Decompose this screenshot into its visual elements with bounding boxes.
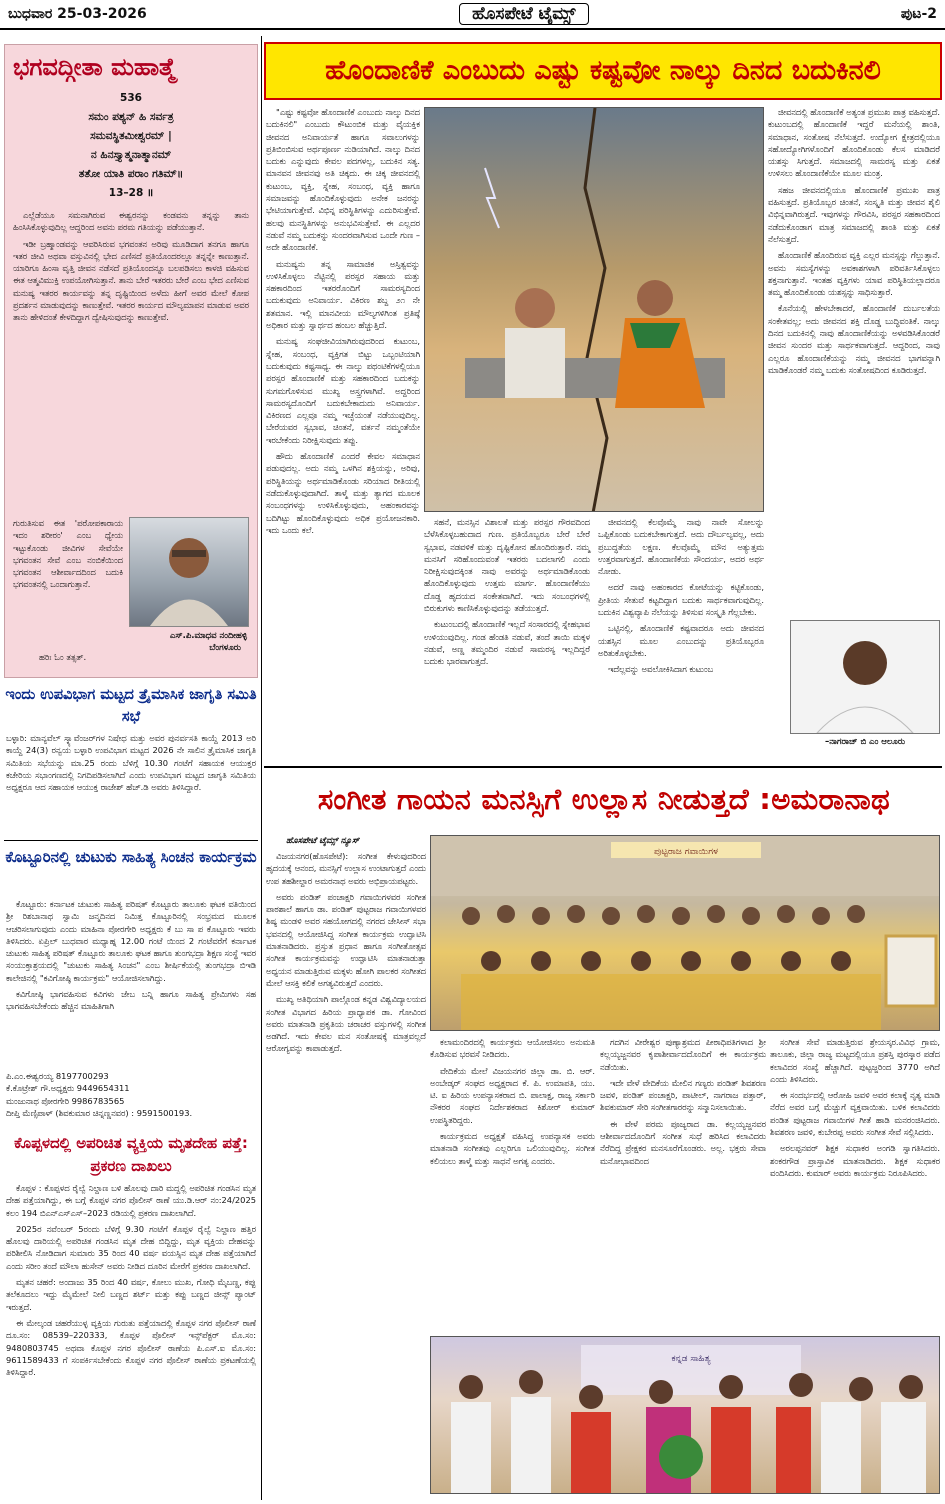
gita-paragraph: ಎಲ್ಲೆಡೆಯೂ ಸಮನಾಗಿರುವ ಈಶ್ವರನನ್ನು ಕಂಡವನು ತನ್ನನ್ನು ತಾನು ಹಿಂಸಿಸಿಕೊಳ್ಳುವುದಿಲ್ಲ ಆದ್ದರಿಂದ ಅವನು ಪರಮ ಗತಿಯನ್ನು ಪಡೆಯುತ್ತಾನೆ. — [13, 210, 249, 233]
amaranatha-paragraph: ಮುಖ್ಯ ಅತಿಥಿಯಾಗಿ ಪಾಲ್ಗೊಂಡ ಕನ್ನಡ ವಿಶ್ವವಿದ್ಯಾಲಯದ ಸಂಗೀತ ವಿಭಾಗದ ಹಿರಿಯ ಪ್ರಾಧ್ಯಾಪಕ ಡಾ. ಗೋವಿಂದ ಅವರು ಮಾತನಾಡಿ ಪ್ರಕೃತಿಯ ಚರಾಚರ ವಸ್ತುಗಳಲ್ಲಿ ಸಂಗೀತ ಅಡಗಿದೆ. ಇದು ಕೇವಲ ಮನ ಸಂತೋಷಕ್ಕೆ ಮಾತ್ರವಲ್ಲದೆ ಆರೋಗ್ಯವನ್ನು ಕಾಪಾಡುತ್ತದೆ. — [266, 994, 426, 1054]
kottur-paragraph: ಕವಿಗೋಷ್ಠಿ ಭಾಗವಹಿಸುವ ಕವಿಗಳು ಜೇಬ ಬನ್ನಿ ಹಾಗೂ ಸಾಹಿತ್ಯ ಪ್ರೇಮಿಗಳು ಸಹ ಭಾಗವಹಿಸಬೇಕೆಂದು ಹೆಚ್ಚಿನ ಮಾಹಿತಿಗಾಗಿ — [6, 989, 256, 1012]
main-paragraph: ಜೀವನದಲ್ಲಿ ಹೊಂದಾಣಿಕೆ ಅತ್ಯಂತ ಪ್ರಮುಖ ಪಾತ್ರ ವಹಿಸುತ್ತದೆ. ಕುಟುಂಬದಲ್ಲಿ ಹೊಂದಾಣಿಕೆ ಇದ್ದರೆ ಮನೆಯಲ್ಲಿ ಶಾಂತಿ, ಸಮಾಧಾನ, ಸಂತೋಷ ನೆಲೆಸುತ್ತದೆ. ಉದ್ಯೋಗ ಕ್ಷೇತ್ರದಲ್ಲಿಯೂ ಸಹೋದ್ಯೋಗಿಗಳೊಂದಿಗೆ ಹೊಂದಿಕೊಂಡು ಕೆಲಸ ಮಾಡಿದರೆ ಯಶಸ್ಸು ಸಿಗುತ್ತದೆ. ಸಮಾಜದಲ್ಲಿ ಸಾಮರಸ್ಯ ಮತ್ತು ಏಕತೆ ಉಳಿಸಲು ಹೊಂದಾಣಿಕೆಯೇ ಮೂಲ ಮಂತ್ರ. — [768, 107, 940, 179]
verse-number: 536 — [120, 92, 142, 104]
gita-author-city: ಬೆಂಗಳೂರು — [209, 643, 241, 653]
main-headline: ಹೊಂದಾಣಿಕೆ ಎಂಬುದು ಎಷ್ಟು ಕಷ್ಟವೋ ನಾಲ್ಕು ದಿನದ ಬದುಕಿನಲಿ — [325, 55, 881, 86]
kottur-contacts — [6, 1070, 256, 1128]
photo3-banner-text: ಕನ್ನಡ ಸಾಹಿತ್ಯ — [671, 1354, 711, 1364]
verse-line: ನ ಹಿನಸ್ತ್ಯಾತ್ಮನಾತ್ಮಾನಮ್ — [90, 149, 172, 161]
music-event-photo — [430, 835, 940, 1031]
main-paragraph: ಅದರೆ ನಾವು ಅಹಂಕಾರದ ಕೋಟೆಯನ್ನು ಕಟ್ಟಿಕೊಂಡು, ಪ್ರೀತಿಯ ಸೇತುವೆ ಕಟ್ಟದಿದ್ದಾಗ ಬದುಕು ಸಾರ್ಥಕವಾಗುವುದಿಲ್ಲ. ಬದುಕಿನ ವಿಶ್ವವ್ಯಾಪಿ ನೆಲೆಯನ್ನು ತಿಳಿಸುವ ಸಂಸ್ಕೃತಿ ಗೆಲ್ಲಬೇಕು. — [598, 582, 764, 618]
amaranatha-paragraph: ಕಲಾಮಂದಿರದಲ್ಲಿ ಕಾರ್ಯಕ್ರಮ ಆಯೋಜಿಸಲು ಅನುಮತಿ ಕೊಡಿಸುವ ಭರವಸೆ ನೀಡಿದರು. — [430, 1037, 595, 1060]
main-author: –ನಾಗರಾಜ್ ಬಿ ಎಂ ಆಲೂರು — [824, 737, 906, 747]
koppal-paragraph: ಕೊಪ್ಪಳ : ಕೊಪ್ಪಳದ ರೈಲ್ವೆ ನಿಲ್ದಾಣ ಬಳಿ ಹೊಲವು ದಾರಿ ಮದ್ದಲ್ಲಿ ಅಪರಿಚಿತ ಗಂಡಸಿನ ಮೃತ ದೇಹ ಪತ್ತೆಯಾಗಿದ್ದು, ಈ ಬಗ್ಗೆ ಕೊಪ್ಪಳ ನಗರ ಪೊಲೀಸ್ ಠಾಣೆ ಯು.ಡಿ.ಆರ್ ನಂ:24/2025 ಕಲಂ 194 ಬಿಎನ್‌ಎಸ್‌ಎಸ್–2023 ರಡಿಯಲ್ಲಿ ಪ್ರಕರಣ ದಾಖಲಾಗಿದೆ. — [6, 1183, 256, 1218]
main-paragraph: ಸಹನೆ, ಮನಸ್ಸಿನ ವಿಶಾಲತೆ ಮತ್ತು ಪರಸ್ಪರ ಗೌರವದಿಂದ ಬೆಳೆಸಿಕೊಳ್ಳಬಹುದಾದ ಗುಣ. ಪ್ರತಿಯೊಬ್ಬರೂ ಬೇರೆ ಬೇರೆ ಸ್ವಭಾವ, ನಡವಳಿಕೆ ಮತ್ತು ದೃಷ್ಟಿಕೋನ ಹೊಂದಿರುತ್ತಾರೆ. ನಮ್ಮ ಮನಸಿಗೆ ಸರಿಹೊಂದುವಂತೆ ಇತರರು ಬದಲಾಗಲಿ ಎಂದು ನಿರೀಕ್ಷಿಸುವುದಕ್ಕಿಂತ ನಾವು ಅವರನ್ನು ಅರ್ಥಮಾಡಿಕೊಂಡು ಹೊಂದಿಕೊಳ್ಳುವುದು ಉತ್ತಮ ಮಾರ್ಗ. ಹೊಂದಾಣಿಕೆಯು ದೊಡ್ಡ ಹೃದಯದ ಸಂಕೇತವಾಗಿದೆ. ಇದು ಸಂಬಂಧಗಳಲ್ಲಿ ಬಿರುಕುಗಳು ಕಾಣಿಸಿಕೊಳ್ಳುವುದನ್ನು ತಡೆಯುತ್ತದೆ. — [424, 517, 590, 614]
amaranatha-paragraph: ವಿಜಯನಗರ(ಹೊಸಪೇಟೆ): ಸಂಗೀತ ಕೇಳುವುದರಿಂದ ಹೃದಯಕ್ಕೆ ಆನಂದ, ಮನಸ್ಸಿಗೆ ಉಲ್ಲಾಸ ಉಂಟಾಗುತ್ತದೆ ಎಂದು ಉಪ ತಹಶೀಲ್ದಾರ ಅಮರನಾಥ ಅವರು ಅಭಿಪ್ರಾಯಪಟ್ಟರು. — [266, 851, 426, 886]
main-paragraph: ಒಟ್ಟಿನಲ್ಲಿ, ಹೊಂದಾಣಿಕೆ ಕಷ್ಟವಾದರೂ ಅದು ಜೀವನದ ಯಶಸ್ಸಿನ ಮೂಲ ಎಂಬುದನ್ನು ಪ್ರತಿಯೊಬ್ಬರೂ ಅರಿತುಕೊಳ್ಳಬೇಕು. — [598, 623, 764, 658]
verse-line: ತತೋ ಯಾತಿ ಪರಾಂ ಗತಿಮ್॥ — [78, 168, 184, 180]
amaranatha-paragraph: ಕಾರ್ಯಕ್ರಮದ ಅಧ್ಯಕ್ಷತೆ ವಹಿಸಿದ್ದ ಉಪನ್ಯಾಸಕ ಅವರು ಮಾತನಾಡಿ ಸಂಗೀತವು ಎಲ್ಲರಿಗೂ ಒಲಿಯುವುದಿಲ್ಲ. ಸಂಗೀತ ಕಲಿಯಲು ತಾಳ್ಮೆ ಮತ್ತು ಸಾಧನೆ ಅಗತ್ಯ ಎಂದರು. — [430, 1131, 595, 1166]
page-number: ಪುಟ-2 — [900, 6, 937, 22]
upavibhaga-body: ಬಳ್ಳಾರಿ: ಮಾನ್ಯವೆಲ್ ಸ್ಕ್ಯಾವೆಂಜರ್‌ಗಳ ನಿಷೇಧ ಮತ್ತು ಅವರ ಪುನರ್ವಸತಿ ಕಾಯ್ದೆ 2013 ಅರಿ ಕಾಯ್ದೆ 24(3) ರನ್ವಯ ಬಳ್ಳಾರಿ ಉಪವಿಭಾಗ ಮಟ್ಟದ 2026 ನೇ ಸಾಲಿನ ತ್ರೈಮಾಸಿಕ ಜಾಗೃತಿ ಸಮಿತಿಯ ಸಭೆಯನ್ನು ಮಾ.25 ರಂದು ಬೆಳಿಗ್ಗೆ 10.30 ಗಂಟೆಗೆ ಸಹಾಯಕ ಆಯುಕ್ತರ ಕಚೇರಿಯ ಸಭಾಂಗಣದಲ್ಲಿ ನಿಗದಿಪಡಿಸಲಾಗಿದೆ ಎಂದು ಉಪವಿಭಾಗ ಮಟ್ಟದ ಜಾಗೃತಿ ಸಮಿತಿಯ ಅಧ್ಯಕ್ಷರೂ ಆದ ಸಹಾಯಕ ಆಯುಕ್ತ ರಾಜೇಶ್ ಹೆಚ್.ಡಿ ಅವರು ತಿಳಿಸಿದ್ದಾರೆ. — [6, 733, 256, 793]
koppal-headline: ಕೊಪ್ಪಳದಲ್ಲಿ ಅಪರಿಚಿತ ವ್ಯಕ್ತಿಯ ಮೃತದೇಹ ಪತ್ತೆ: ಪ್ರಕರಣ ದಾಖಲು — [14, 1134, 248, 1175]
main-col-d — [768, 106, 940, 614]
main-paragraph: ಮನುಷ್ಯ ಸಂಘಜೀವಿಯಾಗಿರುವುದರಿಂದ ಕುಟುಂಬ, ಸ್ನೇಹ, ಸಂಬಂಧ, ವ್ಯಕ್ತಿಗತ ಬಿಟ್ಟು ಒಬ್ಬಂಟಿಯಾಗಿ ಬದುಕುವುದು ಕಷ್ಟಸಾಧ್ಯ. ಈ ನಾಲ್ಕು ಪಥಂಟಿಕೆಗಳಲ್ಲಿಯೂ ಪರಸ್ಪರ ಹೊಂದಾಣಿಕೆ ಮತ್ತು ಸಹಕಾರದಿಂದ ಬದುಕನ್ನು ಸುಗಮಗೊಳಿಸುವ ಮುಖ್ಯ ಅಸ್ತ್ರಗಳಾಗಿವೆ. ಅದ್ದರಿಂದ ಸಾಮರಸ್ಯದೊಂದಿಗೆ ಬದುಕಬೇಕಾದುದು ಅನಿವಾರ್ಯ. ವಿಕಿರಣದ ಎಲ್ಲವೂ ನಮ್ಮ ಇಚ್ಛೆಯಂತೆ ನಡೆಯುವುದಿಲ್ಲ. ಬೇರೆಯವರ ಸ್ವಭಾವ, ಚಿಂತನೆ, ವರ್ತನೆ ನಮ್ಮಂತೆಯೇ ಇರಬೇಕೆಂದು ನಿರೀಕ್ಷಿಸುವುದು ತಪ್ಪು. — [266, 336, 420, 445]
main-col-b — [424, 516, 764, 764]
amaranatha-paragraph: ಗದಗಿನ ವೀರೇಶ್ವರ ಪುಣ್ಯಾಶ್ರಮದ ಪೀಠಾಧಿಪತಿಗಳಾದ ಶ್ರೀ ಕಲ್ಲಯ್ಯಜ್ಜನವರ ಕೃಪಾಶೀರ್ವಾದದೊಂದಿಗೆ ಈ ಕಾರ್ಯಕ್ರಮ ನಡೆಯಿತು. — [600, 1037, 766, 1072]
couple-illustration — [424, 107, 764, 512]
gita-box — [4, 44, 258, 678]
verse-reference: 13–28 ॥ — [108, 187, 154, 199]
amaranatha-col4 — [770, 1036, 940, 1332]
amaranatha-col2 — [430, 1036, 595, 1332]
amaranatha-col1 — [266, 850, 426, 1496]
main-paragraph: ಕುಟುಂಬದಲ್ಲಿ ಹೊಂದಾಣಿಕೆ ಇಲ್ಲದೆ ಸಂಸಾರದಲ್ಲಿ ಸ್ನೇಹಭಾವ ಉಳಿಯುವುದಿಲ್ಲ. ಗಂಡ ಹೆಂಡತಿ ನಡುವೆ, ತಂದೆ ತಾಯಿ ಮಕ್ಕಳ ನಡುವೆ, ಅಣ್ಣ ತಮ್ಮಂದಿರ ನಡುವೆ ಸಾಮರಸ್ಯ ಇಲ್ಲದಿದ್ದರೆ ಬದುಕು ಭಾರವಾಗುತ್ತದೆ. — [424, 619, 590, 667]
verse-line: ಸಮವಸ್ಥಿತಮೀಶ್ವರಮ್ | — [90, 130, 172, 142]
page-header — [0, 0, 945, 30]
masthead: ಹೊಸಪೇಟೆ ಟೈಮ್ಸ್ — [459, 3, 588, 25]
amaranatha-paragraph: ಈ ವೇಳೆ ಪರಮ ಪೂಜ್ಯರಾದ ಡಾ. ಕಲ್ಲಯ್ಯಜ್ಜನವರ ಆಶೀರ್ವಾದದೊಂದಿಗೆ ಸಂಗೀತ ಸುಧೆ ಹರಿಸಿದ ಕಲಾವಿದರು ನೆರೆದಿದ್ದ ಪ್ರೇಕ್ಷಕರ ಮನಸೂರೆಗೊಂಡರು. ಅಲ್ಲ. ಭಕ್ತರು ಸೇವಾ ಮನೋಭಾವದಿಂದ — [600, 1118, 766, 1166]
byline: ಹೊಸಪೇಟೆ ಟೈಮ್ಸ್ ನ್ಯೂಸ್ — [286, 836, 360, 846]
kottur-body — [6, 898, 256, 1068]
amaranatha-headline: ಸಂಗೀತ ಗಾಯನ ಮನಸ್ಸಿಗೆ ಉಲ್ಲಾಸ ನೀಡುತ್ತದೆ :ಅಮರಾನಾಥ — [317, 781, 891, 816]
koppal-body — [6, 1182, 256, 1500]
contact-line: ಕೆ.ಕೊಟ್ರೇಶ್ ಗೌ.ಅಧ್ಯಕ್ಷರು 9449654311 — [6, 1083, 130, 1094]
main-paragraph: ಇದೆಲ್ಲವನ್ನು ಅವಲೋಕಿಸಿದಾಗ ಕುಟುಂಬ — [608, 664, 714, 675]
author-portrait — [790, 620, 940, 734]
verse-line: ಸಮಂ ಪಶ್ಯನ್ ಹಿ ಸರ್ವತ್ರ — [88, 111, 174, 123]
gita-commentary — [5, 203, 257, 513]
amaranatha-paragraph: ಸಂಗೀತ ಸೇವೆ ಮಾಡುತ್ತಿರುವ ಶ್ರೇಯಸ್ಕರ.ವಿವಿಧ ಗ್ರಾಮ, ತಾಲೂಕು, ಜಿಲ್ಲಾ ರಾಜ್ಯ ಮಟ್ಟದಲ್ಲಿಯೂ ಪ್ರಶಸ್ತಿ ಪುರಸ್ಕಾರ ಪಡೆದ ಕಲಾವಿದರ ಸಂಖ್ಯೆ ಹೆಚ್ಚಾಗಿದೆ. ಪುಟ್ಟಜ್ಜರಿಂದ 3770 ಅಗಿದೆ ಎಂದು ತಿಳಿಸಿದರು. — [770, 1037, 940, 1084]
main-paragraph: ಮನುಷ್ಯನು ತನ್ನ ಸಾಮಾಜಿಕ ಅಸ್ತಿತ್ವವನ್ನು ಉಳಿಸಿಕೊಳ್ಳಲು ನೆಟ್ಟಿನಲ್ಲಿ ಪರಸ್ಪರ ಸಹಾಯ ಮತ್ತು ಸಹಕಾರದಿಂದ ಇತರರೊಂದಿಗೆ ಸಾಮರಸ್ಯದಿಂದ ಬದುಕುವುದು ಅನಿವಾರ್ಯ. ವಿಕಿರಣ ಶಬ್ದ ೨೧ ನೇ ಶತಮಾನ. ಇಲ್ಲಿ ಮಾನವೀಯ ಮೌಲ್ಯಗಳಿಗಿಂತ ಪ್ರತಿಷ್ಠೆ ಅಧಿಕಾರ ಮತ್ತು ಸ್ವಾರ್ಥದ ಹಂಬಲ ಹೆಚ್ಚುತ್ತಿದೆ. — [266, 258, 420, 331]
koppal-paragraph: 2025ರ ನವೆಂಬರ್ 5ರಂದು ಬೆಳಿಗ್ಗೆ 9.30 ಗಂಟೆಗೆ ಕೊಪ್ಪಳ ರೈಲ್ವೆ ನಿಲ್ದಾಣ ಹತ್ತಿರ ಹೊಲವು ದಾರಿಯಲ್ಲಿ ಅಪರಿಚಿತ ಗಂಡಸಿನ ಮೃತ ದೇಹ ಬಿದ್ದಿದ್ದು, ಮೃತ ವ್ಯಕ್ತಿಯ ದೇಹವನ್ನು ಪರಿಶೀಲಿಸಿ ನೋಡಿದಾಗ ಸುಮಾರು 35 ರಿಂದ 40 ವರ್ಷ ವಯಸ್ಸಿನ ಮೃತ ದೇಹ ಪತ್ತೆಯಾಗಿದೆ ಎಂದು ಸರೀಂ ತಂದೆ ಮೌಲಾ ಹುಸೇನ್ ಅವರು ನೀಡಿದ ದೂರಿನ ಮೇರೆಗೆ ಪ್ರಕರಣ ದಾಖಲಾಗಿದೆ. — [6, 1223, 256, 1271]
main-headline-banner — [264, 42, 942, 100]
gita-closing-text: ಗುರುತಿಸುವ ಈತ 'ಪರೋಪಕಾರಾಯ ಇದಂ ಶರೀರಂ' ಎಂಬ ಧ್ಯೇಯ ಇಟ್ಟುಕೊಂಡು ಜೀವಿಗಳ ಸೇವೆಯೇ ಭಗವಂತನ ಸೇವೆ ಎಂಬ ನಂಬಿಕೆಯಿಂದ ಭಗವಂತನ ಆಶೀರ್ವಾದದಿಂದ ಬದುಕಿ ಭಗವಂತನಲ್ಲಿ ಒಂದಾಗುತ್ತಾನೆ. — [13, 518, 123, 590]
amaranatha-paragraph: ಅರಲಪ್ಪನವರ್ ಶಿಕ್ಷಕ ಸುಧಾಕರ ಅಂಗಡಿ ಸ್ವಾಗತಿಸಿದರು. ಶಂಕರಗೌಡ ಪ್ರಾಸ್ತಾವಿಕ ಮಾತನಾಡಿದರು. ಶಿಕ್ಷಕ ಸುಧಾಕರ ವಂದಿಸಿದರು. ಕುಮಾರ್ ಅವರು ಕಾರ್ಯಕ್ರಮ ನಿರೂಪಿಸಿದರು. — [770, 1143, 940, 1178]
contact-line: ದೀಪ್ತಿ ಮೆಣ್ಸಿಪಾಳ್ (ಶಿವಕುಮಾರ ಚಿನ್ನಣ್ಣನವರ) : 9591500193. — [6, 1107, 193, 1118]
main-paragraph: ಹೊಂದಾಣಿಕೆ ಹೊಂದಿರುವ ವ್ಯಕ್ತಿ ಎಲ್ಲರ ಮನಸ್ಸನ್ನು ಗೆಲ್ಲುತ್ತಾನೆ. ಅವನು ಸಮಸ್ಯೆಗಳನ್ನು ಅವಕಾಶಗಳಾಗಿ ಪರಿವರ್ತಿಸಿಕೊಳ್ಳಲು ಶಕ್ತನಾಗುತ್ತಾನೆ. ಇಂತಹ ವ್ಯಕ್ತಿಗಳು ಯಾವ ಪರಿಸ್ಥಿತಿಯಲ್ಲಾದರೂ ತಮ್ಮ ಹೊಂದಿಕೊಂಡು ಯಶಸ್ಸನ್ನು ಸಾಧಿಸುತ್ತಾರೆ. — [768, 250, 940, 298]
main-paragraph: ಸಹಜ ಜೀವನದಲ್ಲಿಯೂ ಹೊಂದಾಣಿಕೆ ಪ್ರಮುಖ ಪಾತ್ರ ವಹಿಸುತ್ತದೆ. ಪ್ರತಿಯೊಬ್ಬರ ಚಿಂತನೆ, ಸಂಸ್ಕೃತಿ ಮತ್ತು ಜೀವನ ಶೈಲಿ ವಿಭಿನ್ನವಾಗಿರುತ್ತದೆ. ಇವುಗಳನ್ನು ಗೌರವಿಸಿ, ಪರಸ್ಪರ ಸಹಕಾರದಿಂದ ನಡೆದುಕೊಂಡಾಗ ಮಾತ್ರ ಸಮಾಜದಲ್ಲಿ ಶಾಂತಿ ಮತ್ತು ಏಕತೆ ನೆಲೆಸುತ್ತದೆ. — [768, 184, 940, 244]
author-photo — [129, 517, 249, 627]
main-col-a — [266, 106, 420, 761]
gita-author-block — [5, 513, 257, 627]
gita-paragraph: ಇಡೀ ಬ್ರಹ್ಮಾಂಡವನ್ನು ಆವರಿಸಿರುವ ಭಗವಂತನ ಅರಿವು ಮೂಡಿದಾಗ ತನಗೂ ಹಾಗೂ ಇತರ ಜೀವಿ ಅಥವಾ ವಸ್ತುವಿನಲ್ಲಿ ಭೇದ ಎಣಿಸದೆ ಪ್ರತಿಯೊಂದರಲ್ಲೂ ತನ್ನನ್ನೇ ಕಾಣುತ್ತಾನೆ. ಯಾರಿಗೂ ಹಿಂಸಾ ವೃತ್ತಿ ಜೀವನ ನಡೆಸದೆ ಪ್ರತಿಯೊಂದನ್ನೂ ಬಲಪಡಿಸಲು ಕಾಳಜಿ ವಹಿಸುವ ಈತ ಆತ್ಮವಿಮುಕ್ತಿ ಉಪಯೋಗಿಸುತ್ತಾನೆ. ತಾನು ಬೇರೆ ಇತರರು ಬೇರೆ ಎಂಬ ಭೇದ ಎಣಿಸುವ ಮನುಷ್ಯ ಇತರರ ಕಾರ್ಯವನ್ನು ತನ್ನ ದೃಷ್ಟಿಯಿಂದ ಅಳೆದು ಹೀಗೆ ಅವರ ಮೇಲೆ ಕೋಪ ಪ್ರದರ್ಶನ ಮಾಡುವುದನ್ನು ಕಾಣುತ್ತೇವೆ. ಇತರರ ಕಾರ್ಯದ ಮೌಲ್ಯಮಾಪನ ಮಾಡುವ ಅವರ ತಾನು ಹೇಳಿದಂತೆ ಕೇಳದಿದ್ದಾಗ ದ್ವೇಷಿಸುವುದನ್ನು ಕಾಣುತ್ತೇವೆ. — [13, 238, 249, 323]
amaranatha-paragraph: ಇದೇ ವೇಳೆ ವೇದಿಕೆಯ ಮೇಲಿನ ಗಣ್ಯರು ಪಂಡಿತ್ ಶಿವಶರಣ ಜವಳಿ, ಪಂಡಿತ್ ಪಂಚಾಕ್ಷರಿ, ಪಾಟೀಲ್, ನಾಗರಾಜ ಪತ್ತಾರ್, ಶಿವಕುಮಾರ್ ಸೇರಿ ಸಂಗೀತಗಾರರನ್ನು ಸನ್ಮಾನಿಸಲಾಯಿತು. — [600, 1077, 766, 1113]
main-paragraph: "ಎಷ್ಟು ಕಷ್ಟವೋ ಹೊಂದಾಣಿಕೆ ಎಂಬುದು ನಾಲ್ಕು ದಿನದ ಬದುಕಿನಲಿ" ಎಂಬುದು ಕೌಟುಂಬಿಕ ಮತ್ತು ವೈಯಕ್ತಿಕ ಜೀವನದ ಅನಿವಾರ್ಯತೆ ಹಾಗೂ ಸವಾಲುಗಳನ್ನು ಪ್ರತಿಬಿಂಬಿಸುವ ಅರ್ಥಪೂರ್ಣ ನುಡಿಯಾಗಿದೆ. ನಾಲ್ಕು ದಿನದ ಬದುಕು ಎನ್ನುವುದು ಕೇವಲ ಪದಗಳಲ್ಲ, ಬದುಕಿನ ಸತ್ಯ. ಮಾನವನ ಜೀವನವು ಅತಿ ಚಿಕ್ಕದು. ಈ ಚಿಕ್ಕ ಜೀವನದಲ್ಲಿ ಕುಟುಂಬ, ವ್ಯಕ್ತಿ, ಸ್ನೇಹ, ಸಂಬಂಧ, ವ್ಯಕ್ತಿ ಹಾಗೂ ಸಮಾಜವನ್ನು ಹೊಂದಿಕೊಳ್ಳುವುದು ಅನೇಕ ಜನರನ್ನು ಭೇಟಿಯಾಗುತ್ತೇವೆ. ವಿಭಿನ್ನ ಪರಿಸ್ಥಿತಿಗಳನ್ನು ಎದುರಿಸುತ್ತೇವೆ. ಹಲವು ಮನಸ್ಥಿತಿಗಳನ್ನು ಅನುಭವಿಸುತ್ತೇವೆ. ಈ ಎಲ್ಲದರ ನಡುವೆ ನಮ್ಮ ಬದುಕನ್ನು ಸುಂದರವಾಗಿಸುವ ಒಂದೇ ಗುಣ – ಅದೇ ಹೊಂದಾಣಿಕೆ. — [266, 107, 420, 253]
koppal-paragraph: ಮೃತನ ಚಹರೆ: ಅಂದಾಜು 35 ರಿಂದ 40 ವರ್ಷ, ಕೋಲು ಮುಖ, ಗೋಧಿ ಮೈಬಣ್ಣ, ಕಪ್ಪು ತಲೆಕೂದಲು ಇದ್ದು ಮೈಮೇಲೆ ನೀಲಿ ಬಣ್ಣದ ಶರ್ಟ್ ಮತ್ತು ಕಪ್ಪು ಬಣ್ಣದ ಜೀನ್ಸ್ ಪ್ಯಾಂಟ್ ಇರುತ್ತದೆ. — [6, 1277, 256, 1312]
gita-closing: ಹರಿಃ ಓಂ ತತ್ಸತ್. — [39, 653, 87, 663]
amaranatha-paragraph: ವೇದಿಕೆಯ ಮೇಲೆ ವಿಜಯನಗರ ಜಿಲ್ಲಾ ಡಾ. ಬಿ. ಆರ್. ಅಂಬೇಡ್ಕರ್ ಸಂಘದ ಅಧ್ಯಕ್ಷರಾದ ಕೆ. ಪಿ. ಉಮಾಪತಿ, ಯು. ಟಿ. ಐ ಹಿರಿಯ ಉಪನ್ಯಾಸಕರಾದ ಬಿ. ಪಾಲಾಕ್ಷ, ರಾಜ್ಯ ಸರ್ಕಾರಿ ನೌಕರರ ಸಂಘದ ನಿರ್ದೇಶಕರಾದ ಕಿಶೋರ್ ಕುಮಾರ್ ಉಪಸ್ಥಿತರಿದ್ದರು. — [430, 1065, 595, 1125]
contact-line: ಪಿ.ಎಂ.ಈಶ್ವರಯ್ಯ 8197700293 — [6, 1071, 109, 1081]
plant-watering-photo — [430, 1336, 940, 1494]
column-rule — [261, 36, 262, 1500]
amaranatha-headline-block — [268, 770, 940, 828]
gita-verse — [5, 89, 257, 203]
main-paragraph: ಕೊನೆಯಲ್ಲಿ ಹೇಳಬೇಕಾದರೆ, ಹೊಂದಾಣಿಕೆ ದುರ್ಬಲತೆಯ ಸಂಕೇತವಲ್ಲ; ಅದು ಜೀವನದ ಶಕ್ತಿ ದೊಡ್ಡ ಬುದ್ಧಿವಂತಿಕೆ. ನಾಲ್ಕು ದಿನದ ಬದುಕಿನಲ್ಲಿ ನಾವು ಹೊಂದಾಣಿಕೆಯನ್ನು ಅಳವಡಿಸಿಕೊಂಡರೆ ಜೀವನ ಸುಂದರ ಮತ್ತು ಸಾರ್ಥಕವಾಗುತ್ತದೆ. ಆದ್ದರಿಂದ, ನಾವು ಎಲ್ಲರೂ ಹೊಂದಾಣಿಕೆಯನ್ನು ನಮ್ಮ ಜೀವನದ ಭಾಗವನ್ನಾಗಿ ಮಾಡಿಕೊಂಡರೆ ನಮ್ಮ ಬದುಕು ಸಂತೋಷದಿಂದ ಕೂಡಿರುತ್ತದೆ. — [768, 303, 940, 375]
kottur-paragraph: ಕೊಟ್ಟೂರು: ಕರ್ನಾಟಕ ಚುಟುಕು ಸಾಹಿತ್ಯ ಪರಿಷತ್ ಕೊಟ್ಟೂರು ತಾಲೂಕು ಘಟಕ ವತಿಯಿಂದ ಶ್ರೀ ರಿಶಬಾನಾಥ ಸ್ವಾಮಿ ಜನ್ಮದಿನದ ನಿಮಿತ್ತ ಕೊಟ್ಟೂರಿನಲ್ಲಿ ಸಂಭ್ರಮದ ಮೂಲಕ ಆಚರಿಸಲಾಗುವುದು ಎಂದು ಮಾಹಿನಾ ಪೋರಗೇರಿ ಅಧ್ಯಕ್ಷರು ಕೆ ಬು ಸಾ ಪ ಕೊಟ್ಟೂರು ಇವರು ತಿಳಿಸಿದರು. ಏಪ್ರಿಲ್ ಬುಧವಾರ ಮಧ್ಯಾಹ್ನ 12.00 ಗಂಟೆ ಯಿಂದ 2 ಗಂಟೆವರೆಗೆ ಕರ್ನಾಟಕ ಚುಟುಕು ಸಾಹಿತ್ಯ ಪರಿಷತ್ ಕೊಟ್ಟೂರು ತಾಲೂಕು ಘಟಕ ಹಾಗೂ ತುಂಗಭದ್ರಾ ಶಿಕ್ಷಣ ಸಂಸ್ಥೆ ಇವರ ಸಂಯುಕ್ತಾಶ್ರಯದಲ್ಲಿ "ಚುಟುಕು ಸಾಹಿತ್ಯ ಸಿಂಚನ" ಎಂಬ ಶೀರ್ಷಿಕೆಯಲ್ಲಿ ತುಂಗಭದ್ರಾ ಬಿಇಡಿ ಕಾಲೇಜಿನಲ್ಲಿ "ಕವಿಗೋಷ್ಠಿ ಕಾರ್ಯಕ್ರಮ" ಆಯೋಜಿಸಲಾಗಿದ್ದು. — [6, 899, 256, 983]
divider — [4, 840, 258, 841]
amaranatha-paragraph: ಈ ಸಂದರ್ಭದಲ್ಲಿ ಆರೋಹಿ ಜವಳಿ ಅವರ ಕಲಾಕ್ಕೆ ನೃತ್ಯ ಮಾಡಿ ನೆರೆದ ಅವರ ಬಗ್ಗೆ ಮೆಚ್ಚುಗೆ ವ್ಯಕ್ತವಾಯಿತು. ಬಳಿಕ ಕಲಾವಿದರು ಪಂಡಿತ ಪುಟ್ಟರಾಜ ಗವಾಯಿಗಳ ಗೀತೆ ಹಾಡಿ ಮನರಂಜಿಸಿದರು. ಶಿವಶರಣ ಜವಳಿ, ಕುಬೇರಪ್ಪ ಅವರು ಸಂಗೀತ ಸೇವೆ ಸಲ್ಲಿಸಿದರು. — [770, 1090, 940, 1138]
amaranatha-col3 — [600, 1036, 766, 1332]
koppal-paragraph: ಈ ಮೇಲ್ಕಂಡ ಚಹರೆಯುಳ್ಳ ವ್ಯಕ್ತಿಯ ಗುರುತು ಪತ್ತೆಯಾದಲ್ಲಿ ಕೊಪ್ಪಳ ನಗರ ಪೊಲೀಸ್ ಠಾಣೆ ದೂ.ಸಂ: 08539–220333, ಕೊಪ್ಪಳ ಪೊಲೀಸ್ ಇನ್ಸ್‌ಪೆಕ್ಟರ್ ಮೊ.ಸಂ: 9480803745 ಅಥವಾ ಕೊಪ್ಪಳ ನಗರ ಪೊಲೀಸ್ ಠಾಣೆಯ ಪಿ.ಎಸ್.ಐ ಮೊ.ಸಂ: 9611589433 ಗೆ ಸಂಪರ್ಕಿಸಬೇಕೆಂದು ಕೊಪ್ಪಳ ನಗರ ಪೊಲೀಸ್ ಠಾಣೆಯ ಪ್ರಕಟಣೆಯಲ್ಲಿ ತಿಳಿಸಿದ್ದಾರೆ. — [6, 1317, 256, 1378]
main-paragraph: ಜೀವನದಲ್ಲಿ ಕೆಲವೊಮ್ಮೆ ನಾವು ನಾವೇ ಸೋಲನ್ನು ಒಪ್ಪಿಕೊಂಡು ಬದುಕಬೇಕಾಗುತ್ತದೆ. ಅದು ದೌರ್ಬಲ್ಯವಲ್ಲ, ಅದು ಪ್ರಬುದ್ಧತೆಯ ಲಕ್ಷಣ. ಕೆಲವೊಮ್ಮೆ ಮೌನ ಅತ್ಯುತ್ತಮ ಉತ್ತರವಾಗುತ್ತದೆ. ಹೊಂದಾಣಿಕೆಯ ಸೌಂದರ್ಯ, ಅದರ ಅರ್ಥ ನೋಡು. — [598, 517, 764, 577]
divider — [264, 766, 942, 768]
issue-date: ಬುಧವಾರ 25-03-2026 — [8, 6, 147, 22]
photo2-banner-text: ಪುಟ್ಟರಾಜ ಗವಾಯಿಗಳ — [654, 847, 718, 857]
gita-title: ಭಗವದ್ಗೀತಾ ಮಹಾತ್ಮೆ — [13, 53, 176, 81]
contact-line: ಮಂಜುನಾಥ ಪೋರಗೇರಿ 9986783565 — [6, 1095, 125, 1106]
upavibhaga-headline: ಇಂದು ಉಪವಿಭಾಗ ಮಟ್ಟದ ತ್ರೈಮಾಸಿಕ ಜಾಗೃತಿ ಸಮಿತಿ ಸಭೆ — [5, 687, 257, 725]
gita-author-name: ಎಸ್.ಪಿ.ಮಾಧವ ನಂದೀಹಳ್ಳಿ — [169, 631, 247, 641]
kottur-headline: ಕೊಟ್ಟೂರಿನಲ್ಲಿ ಚುಟುಕು ಸಾಹಿತ್ಯ ಸಿಂಚನ ಕಾರ್ಯಕ್ರಮ — [5, 848, 257, 866]
main-paragraph: ಹೌದು ಹೊಂದಾಣಿಕೆ ಎಂದರೆ ಕೇವಲ ಸಮಾಧಾನ ಪಡುವುದಲ್ಲ. ಅದು ನಮ್ಮ ಒಳಗಿನ ಶಕ್ತಿಯನ್ನು, ಅರಿವು, ಪರಿಸ್ಥಿತಿಯನ್ನು ಅರ್ಥಮಾಡಿಕೊಂಡು ಸರಿಯಾದ ರೀತಿಯಲ್ಲಿ ನಡೆದುಕೊಳ್ಳುವುದಾಗಿದೆ. ತಾಳ್ಮೆ ಮತ್ತು ತ್ಯಾಗದ ಮೂಲಕ ಸಂಬಂಧಗಳನ್ನು ಉಳಿಸಿಕೊಳ್ಳುವುದು, ಅಹಂಕಾರವನ್ನು ಬದಿಗಿಟ್ಟು ಹೊಂದಿಕೊಳ್ಳುವುದು ಅಧಿಕ ಪ್ರಯೋಜನಕಾರಿ. ಇದು ಒಂದು ಕಲೆ. — [266, 451, 420, 535]
amaranatha-paragraph: ಅವರು ಪಂಡಿತ್ ಪಂಚಾಕ್ಷರಿ ಗವಾಯಿಗಳವರ ಸಂಗೀತ ಪಾಠಶಾಲೆ ಹಾಗೂ ಡಾ. ಪಂಡಿತ್ ಪುಟ್ಟರಾಜ ಗವಾಯಿಗಳವರ ಶಿಷ್ಯ ಮಂಡಳಿ ಅವರ ಸಹಯೋಗದಲ್ಲಿ ನಗರದ ಜೇಸೀಸ್ ಸಭಾ ಭವನದಲ್ಲಿ ಆಯೋಜಿಸಿದ್ದ ಸಂಗೀತ ಕಾರ್ಯಕ್ರಮ ಉದ್ಘಾಟಿಸಿ ಮಾತನಾಡಿದರು. ಪ್ರಸ್ತುತ ಪ್ರಧಾನ ಹಾಗೂ ಸಂಗೀತೋತ್ಸವ ಸಂಗೀತ ಕಾರ್ಯಕ್ರಮವನ್ನು ಉದ್ಘಾಟಿಸಿ ಮಾತನಾಡುತ್ತಾ ಅಧ್ಯಯನ ಮಾಡುತ್ತಿರುವ ಮಕ್ಕಳು ಹೋಗಿ ಪಾಲಕರ ಸಂಗೀತದ ಮೇಲೆ ಆಸಕ್ತಿ ಕಲಿಕೆ ಅಗತ್ಯವಿರುತ್ತದೆ ಎಂದರು. — [266, 891, 426, 988]
